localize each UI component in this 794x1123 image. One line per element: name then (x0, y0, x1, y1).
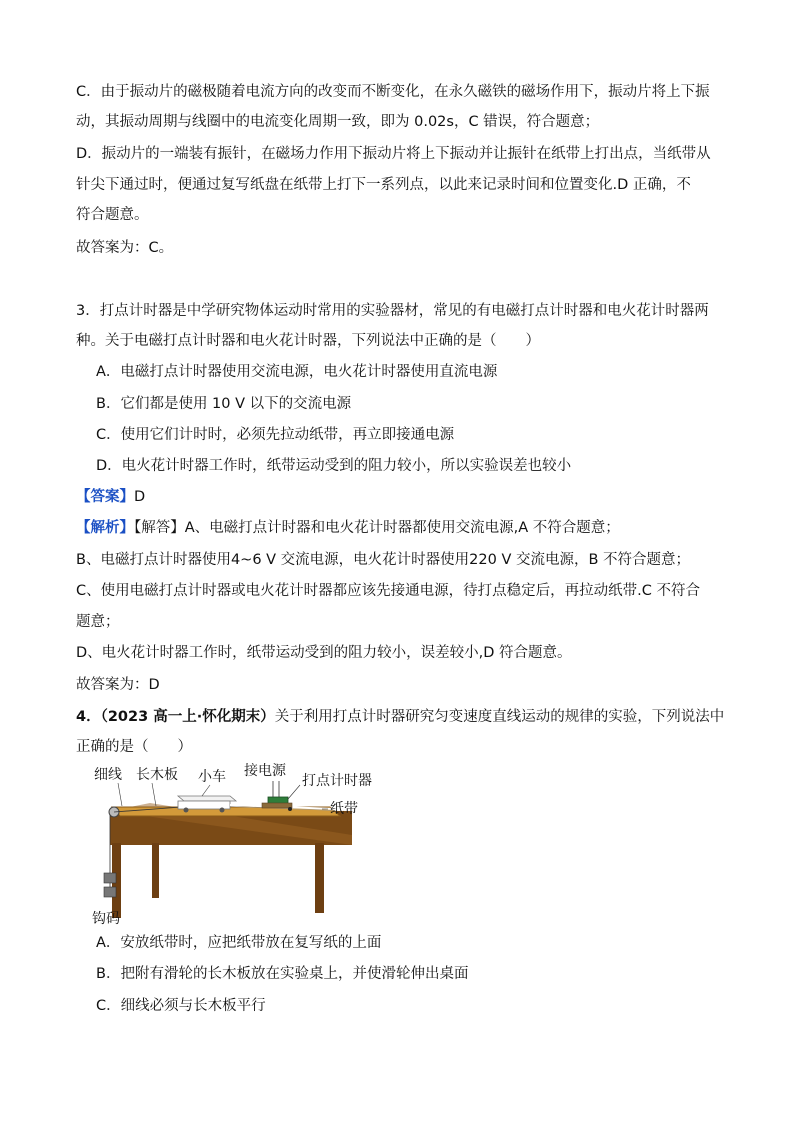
q3-analysis-d: D、电火花计时器工作时，纸带运动受到的阻力较小，误差较小,D 符合题意。 (76, 645, 572, 661)
label-leader (118, 783, 122, 806)
answer-tag: 【答案】 (76, 489, 134, 505)
cart-top (178, 796, 236, 801)
label-tape: 纸带 (330, 801, 358, 817)
q3-analysis-c-line1: C、使用电磁打点计时器或电火花计时器都应该先接通电源，待打点稳定后，再拉动纸带.C 不符合 (76, 583, 700, 599)
q4-source: 4．（2023 高一上·怀化期末） (76, 709, 275, 725)
cart-wheel (184, 808, 189, 813)
q2-analysis-d-line1: D．振动片的一端装有振针，在磁场力作用下振动片将上下振动并让振针在纸带上打出点，当纸带从 (76, 146, 711, 162)
q3-answer (76, 487, 145, 507)
timer-pin (288, 807, 292, 811)
hook-weight (104, 873, 116, 883)
q3-option-a: A．电磁打点计时器使用交流电源，电火花计时器使用直流电源 (96, 364, 498, 380)
q3-analysis-a (76, 518, 620, 538)
label-leader (202, 785, 210, 796)
q4-stem-text: 关于利用打点计时器研究匀变速度直线运动的规律的实验，下列说法中 (274, 709, 725, 725)
q2-answer: 故答案为：C。 (76, 240, 174, 256)
q4-option-c: C．细线必须与长木板平行 (96, 998, 266, 1014)
label-power: 接电源 (244, 763, 286, 779)
timer-base (262, 803, 292, 808)
q2-analysis-c-line2: 动，其振动周期与线圈中的电流变化周期一致，即为 0.02s，C 错误，符合题意； (76, 114, 600, 130)
label-cart: 小车 (198, 769, 226, 785)
cart-wheel (220, 808, 225, 813)
q4-stem-line2: 正确的是（ ） (76, 739, 192, 755)
q3-final-answer: 故答案为：D (76, 677, 160, 693)
q2-analysis-d-line2: 针尖下通过时，便通过复写纸盘在纸带上打下一系列点，以此来记录时间和位置变化.D 正确，不 (76, 177, 691, 193)
analysis-tag: 【解析】 (76, 520, 134, 536)
q3-stem-line2: 种。关于电磁打点计时器和电火花计时器，下列说法中正确的是（ ） (76, 333, 540, 349)
q3-option-d: D．电火花计时器工作时，纸带运动受到的阻力较小，所以实验误差也较小 (96, 458, 572, 474)
table-leg (315, 843, 324, 913)
label-weight: 钩码 (92, 911, 120, 927)
q3-analysis-c-line2: 题意； (76, 614, 120, 630)
analysis-a-text: 【解答】A、电磁打点计时器和电火花计时器都使用交流电源,A 不符合题意； (134, 520, 620, 536)
q4-option-b: B．把附有滑轮的长木板放在实验桌上，并使滑轮伸出桌面 (96, 966, 469, 982)
table-leg (152, 843, 159, 898)
q4-stem-line1 (76, 707, 724, 727)
label-board: 长木板 (136, 767, 178, 783)
q2-analysis-d-line3: 符合题意。 (76, 207, 149, 223)
experiment-apparatus-figure (90, 763, 390, 928)
label-thread: 细线 (94, 767, 122, 783)
hook-weight (104, 887, 116, 897)
q3-option-b: B．它们都是使用 10 V 以下的交流电源 (96, 396, 352, 412)
label-leader (288, 785, 300, 799)
q4-option-a: A．安放纸带时，应把纸带放在复写纸的上面 (96, 935, 382, 951)
label-timer: 打点计时器 (302, 773, 372, 789)
q2-analysis-c-line1: C．由于振动片的磁极随着电流方向的改变而不断变化，在永久磁铁的磁场作用下，振动片将上下振 (76, 84, 710, 100)
answer-value: D (134, 489, 146, 505)
label-leader (152, 783, 156, 806)
q3-analysis-b: B、电磁打点计时器使用4~6 V 交流电源，电火花计时器使用220 V 交流电源，B 不符合题意； (76, 552, 691, 568)
q3-option-c: C．使用它们计时时，必须先拉动纸带，再立即接通电源 (96, 427, 455, 443)
q3-stem-line1: 3．打点计时器是中学研究物体运动时常用的实验器材，常见的有电磁打点计时器和电火花计时器两 (76, 303, 709, 319)
